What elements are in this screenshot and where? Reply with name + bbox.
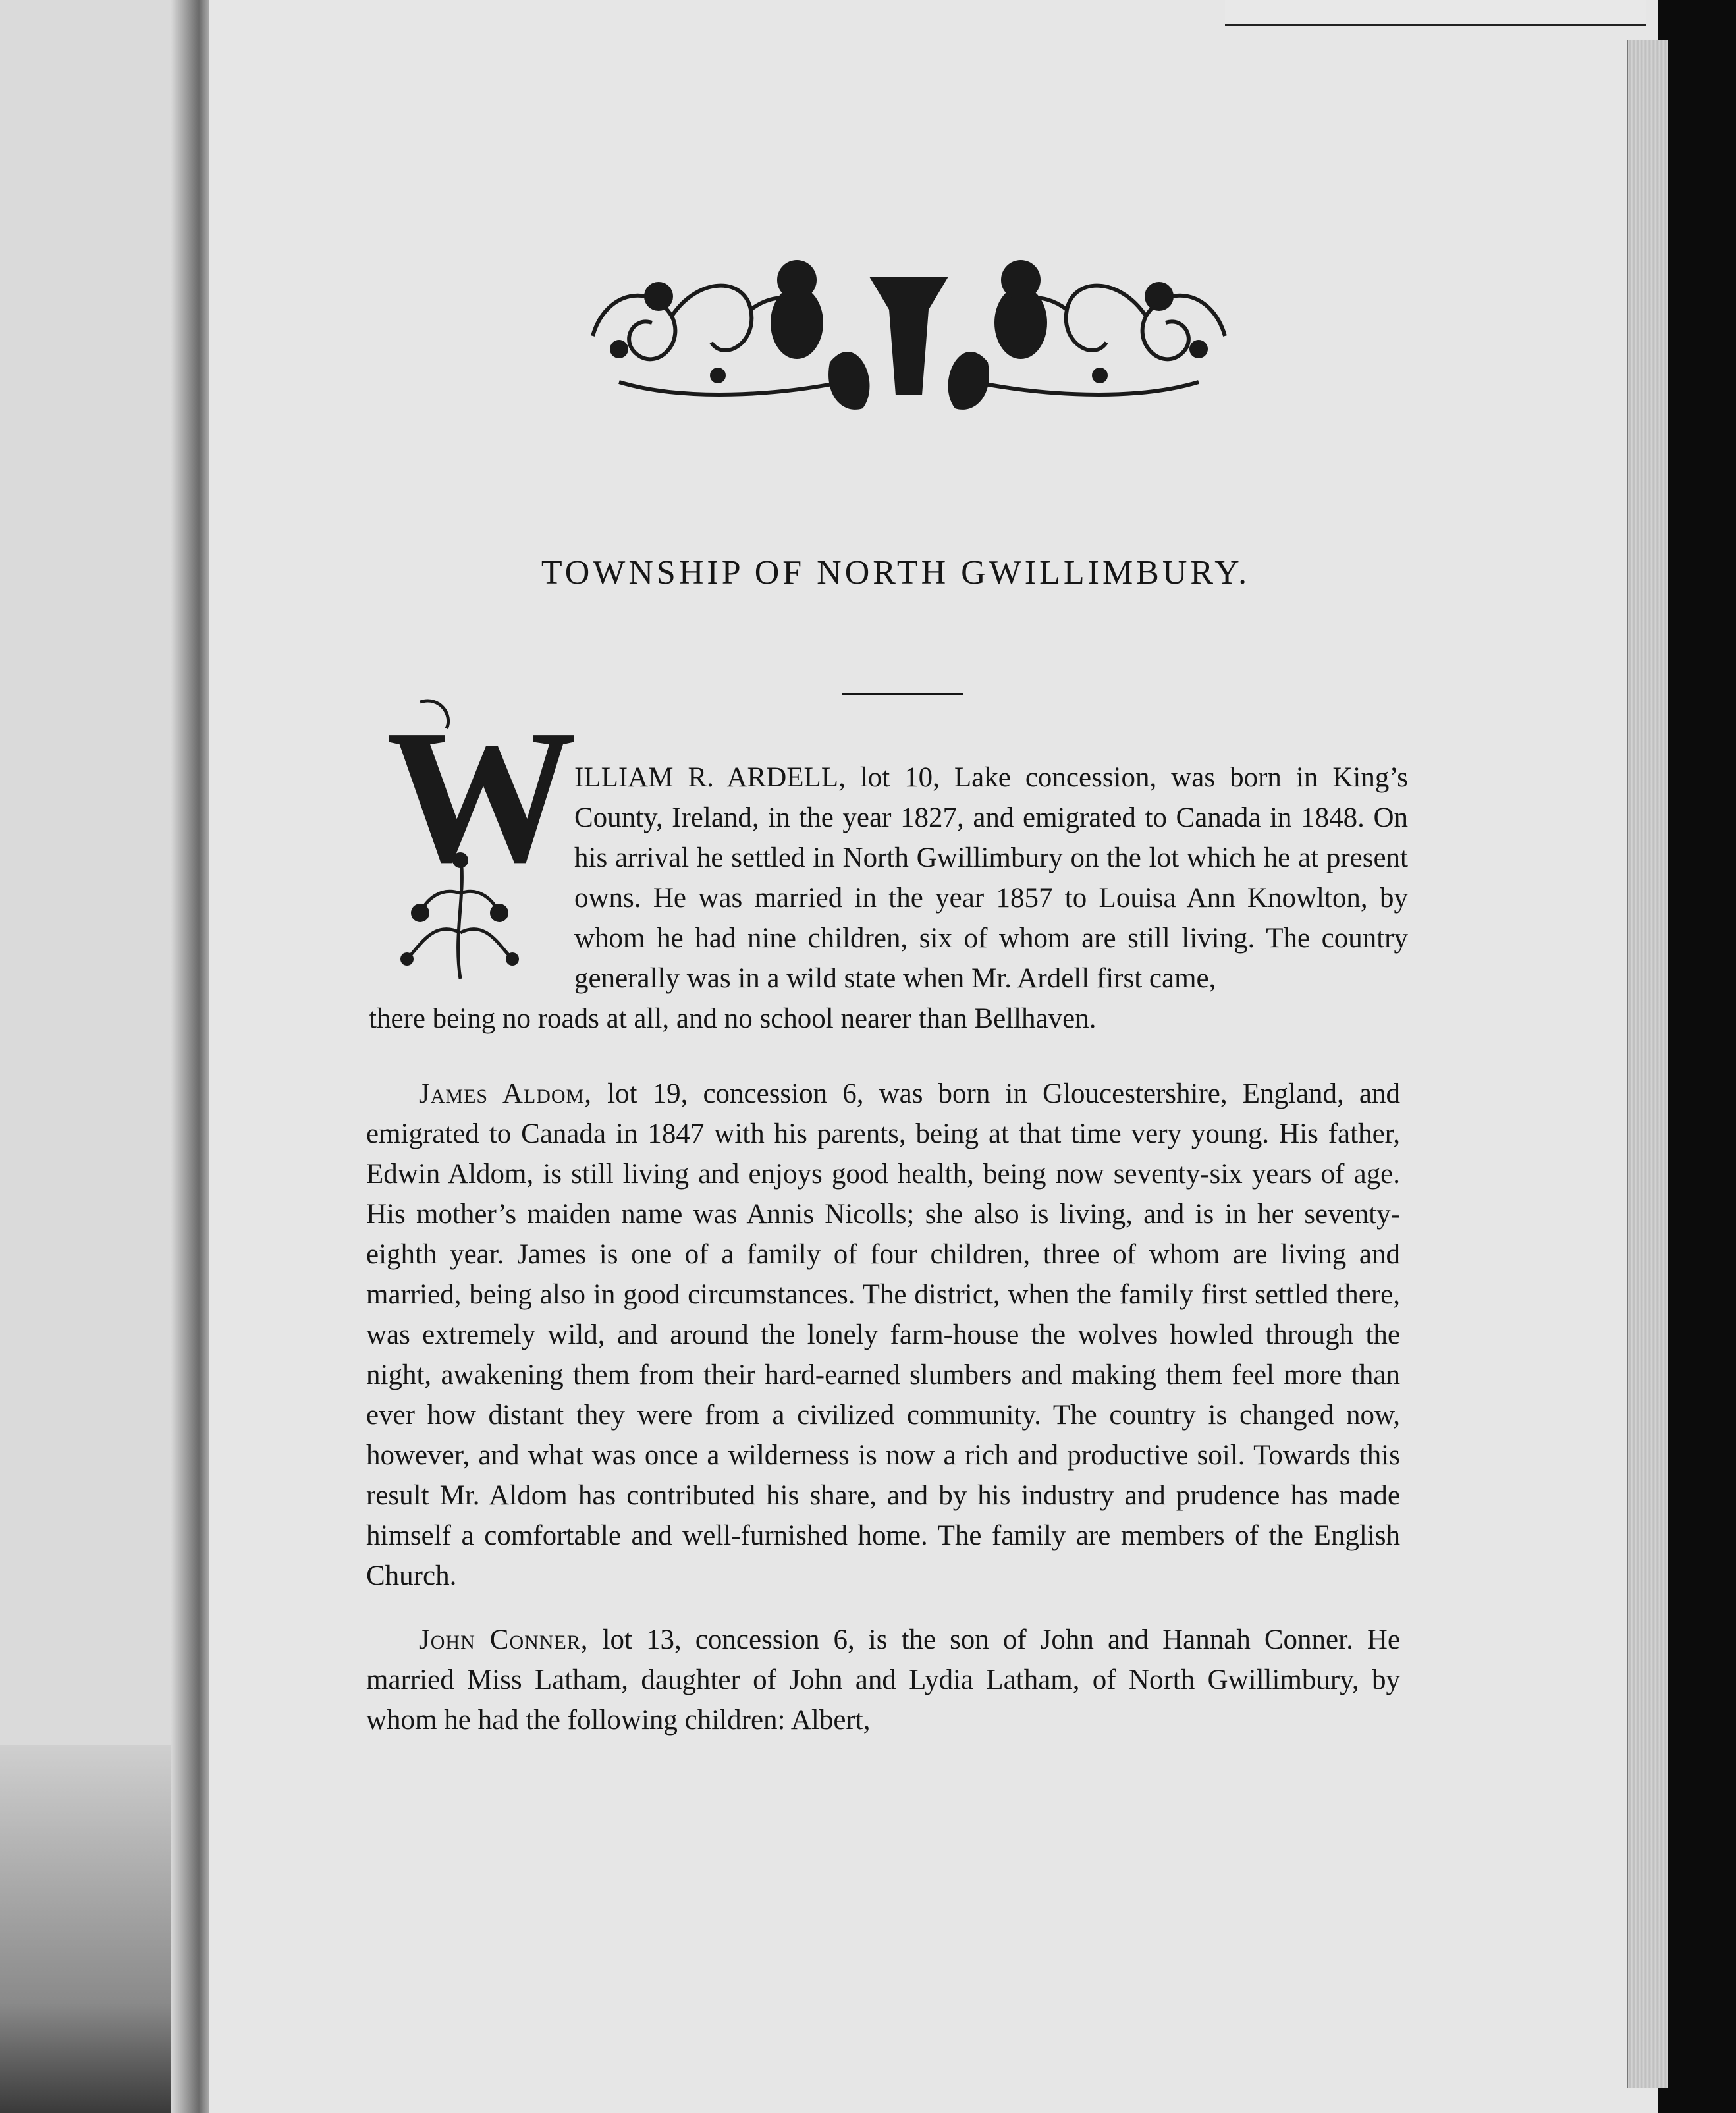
drop-cap-flourish-icon	[381, 690, 577, 985]
aldom-name: James Aldom,	[419, 1078, 592, 1109]
drop-cap-letter: W	[386, 690, 577, 902]
body-paragraphs	[366, 1074, 1400, 1764]
paragraph-ardell	[574, 757, 1408, 999]
ardell-name: ILLIAM R. ARDELL,	[574, 762, 846, 793]
drop-cap-ornament	[381, 690, 577, 985]
conner-name: John Conner,	[419, 1624, 589, 1655]
aldom-text: lot 19, concession 6, was born in Gloucestershire, England, and emigrated to Canada in 1847 with his parents, being at that time very young. His father, Edwin Aldom, is still living and enjoys good health, being now seventy-six years of age. His mother’s maiden name was Annis Nicolls; she also is living, and is in her seventy-eighth year. James is one of a family of four children, three of whom are living and married, being also in good circumstances. The district, when the family first settled there, was extremely wild, and around the lonely farm-house the wolves howled through the night, awakening them from their hard-earned slumbers and making them feel more than ever how distant they were from a civilized community. The country is changed now, however, and what was once a wilderness is now a rich and productive soil. Towards this result Mr. Aldom has contributed his share, and by his industry and prudence has made himself a comfortable and well-furnished home. The family are members of the English Church.	[366, 1078, 1400, 1591]
ardell-text: lot 10, Lake concession, was born in King’s County, Ireland, in the year 1827, and emigrated to Canada in 1848. On his arrival he settled in North Gwillimbury on the lot which he at present owns. He was married in the year 1857 to Louisa Ann Knowlton, by whom he had nine children, six of whom are still living. The country generally was in a wild state when Mr. Ardell first came,	[574, 762, 1409, 994]
page-top-edge	[1225, 0, 1646, 26]
book-spine	[171, 0, 211, 2113]
headpiece-ornament	[580, 250, 1238, 415]
paragraph-conner	[366, 1620, 1400, 1740]
page-stack-edge	[1627, 40, 1668, 2088]
title-rule	[842, 693, 963, 695]
paragraph-ardell-tail: there being no roads at all, and no school nearer than Bellhaven.	[369, 1003, 1097, 1034]
paragraph-aldom	[366, 1074, 1400, 1596]
conner-text: lot 13, concession 6, is the son of John and Hannah Conner. He married Miss Latham, daughter of John and Lydia Latham, of North Gwillimbury, by whom he had the following children: Albert,	[366, 1624, 1400, 1736]
page-title: TOWNSHIP OF NORTH GWILLIMBURY.	[541, 554, 1251, 591]
